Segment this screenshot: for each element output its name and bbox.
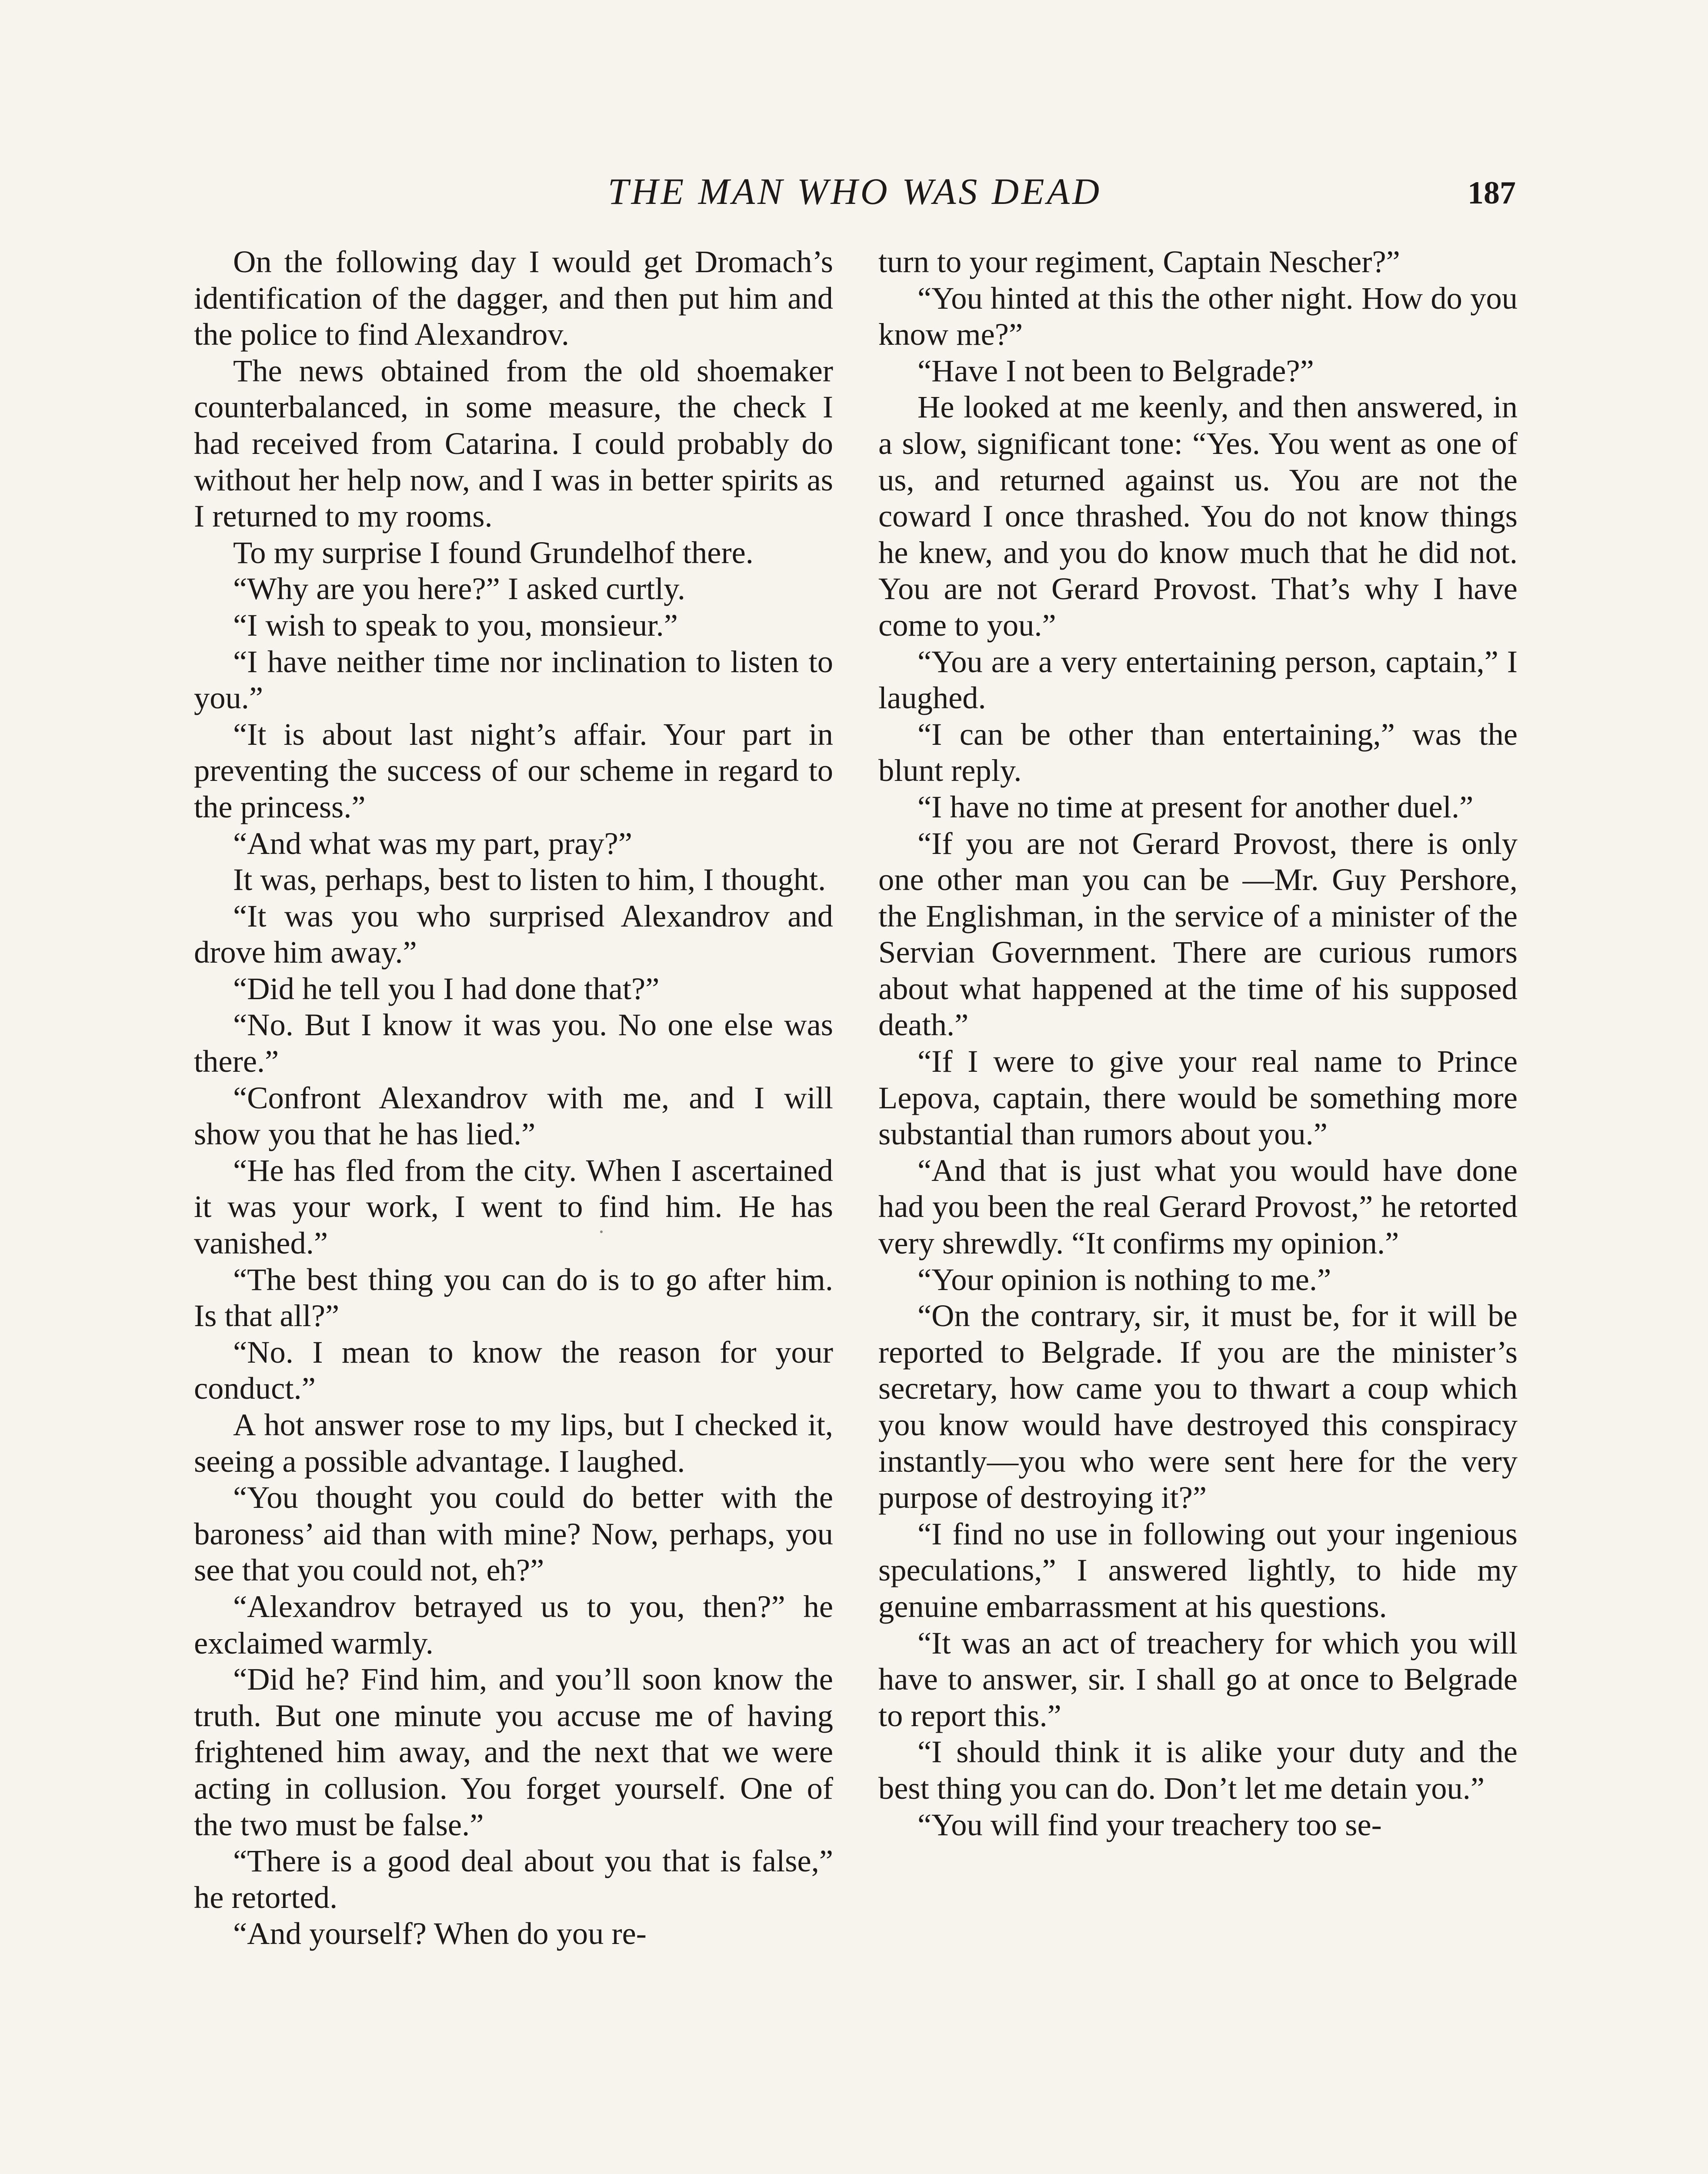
paragraph: “I have no time at present for another duel.” <box>917 789 1474 824</box>
paragraph: “Have I not been to Belgrade?” <box>917 353 1314 388</box>
paragraph: “Did he? Find him, and you’ll soon know the truth. But one minute you accuse me of having frightened him away, and the next that we were acting in collusion. You forget yourself. One of the two must be false.” <box>194 1661 833 1842</box>
paragraph: “No. I mean to know the reason for your conduct.” <box>194 1334 833 1406</box>
paragraph: “I should think it is alike your duty and the best thing you can do. Don’t let me detain you.” <box>878 1734 1518 1806</box>
paragraph: “You thought you could do better with the baroness’ aid than with mine? Now, perhaps, you see that you could not, eh?” <box>194 1480 833 1588</box>
paragraph: “Why are you here?” I asked curtly. <box>233 571 685 607</box>
paragraph: “If you are not Gerard Provost, there is only one other man you can be —Mr. Guy Pershore, the Englishman, in the service of a minister of the Servian Government. There are curious rumors about what happened at the time of his supposed death.” <box>878 825 1518 1043</box>
paragraph: turn to your regiment, Captain Nescher?” <box>878 244 1400 279</box>
paragraph: He looked at me keenly, and then answered, in a slow, significant tone: “Yes. You went as one of us, and returned against us. You are not the coward I once thrashed. You do not know things he knew, and you do know much that he did not. You are not Gerard Provost. That’s why I have come to you.” <box>878 389 1518 643</box>
paragraph: “I have neither time nor inclination to listen to you.” <box>194 644 833 716</box>
print-speck <box>600 1230 603 1233</box>
paragraph: It was, perhaps, best to listen to him, I thought. <box>233 862 826 897</box>
paragraph: “I find no use in following out your ingenious speculations,” I answered lightly, to hide my genuine embarrassment at his questions. <box>878 1516 1518 1624</box>
running-title: THE MAN WHO WAS DEAD <box>607 170 1102 212</box>
paragraph: “There is a good deal about you that is false,” he retorted. <box>194 1843 833 1915</box>
paragraph: “He has fled from the city. When I ascertained it was your work, I went to find him. He has vanished.” <box>194 1152 833 1261</box>
paragraph: “Confront Alexandrov with me, and I will show you that he has lied.” <box>194 1080 833 1152</box>
paragraph: “And that is just what you would have done had you been the real Gerard Provost,” he retorted very shrewdly. “It confirms my opinion.” <box>878 1152 1518 1261</box>
paragraph: “You are a very entertaining person, captain,” I laughed. <box>878 644 1518 716</box>
left-text-column <box>194 243 833 1952</box>
paragraph: “Your opinion is nothing to me.” <box>917 1261 1331 1297</box>
paragraph: “It is about last night’s affair. Your part in preventing the success of our scheme in regard to the princess.” <box>194 716 833 824</box>
paragraph: “Did he tell you I had done that?” <box>233 970 660 1006</box>
paragraph: “You will find your treachery too se- <box>917 1807 1382 1842</box>
paragraph: The news obtained from the old shoemaker counterbalanced, in some measure, the check I had received from Catarina. I could probably do without her help now, and I was in better spirits as I returned to my rooms. <box>194 353 833 534</box>
paragraph: “And yourself? When do you re- <box>233 1916 647 1951</box>
paragraph: “If I were to give your real name to Prince Lepova, captain, there would be something more substantial than rumors about you.” <box>878 1044 1518 1152</box>
paragraph: To my surprise I found Grundelhof there. <box>233 534 754 570</box>
paragraph: “I wish to speak to you, monsieur.” <box>233 607 678 643</box>
paragraph: On the following day I would get Dromach’s identification of the dagger, and then put him and the police to find Alexandrov. <box>194 244 833 352</box>
page-number: 187 <box>1468 175 1516 211</box>
paragraph: “No. But I know it was you. No one else was there.” <box>194 1007 833 1079</box>
paragraph: “Alexandrov betrayed us to you, then?” he exclaimed warmly. <box>194 1588 833 1661</box>
paragraph: “It was an act of treachery for which you will have to answer, sir. I shall go at once to Belgrade to report this.” <box>878 1625 1518 1733</box>
running-head <box>194 165 1516 217</box>
paragraph: “On the contrary, sir, it must be, for it will be reported to Belgrade. If you are the minister’s secretary, how came you to thwart a coup which you know would have destroyed this conspiracy instantly—you who were sent here for the very purpose of destroying it?” <box>878 1298 1518 1515</box>
paragraph: “I can be other than entertaining,” was the blunt reply. <box>878 716 1518 788</box>
paragraph: “It was you who surprised Alexandrov and drove him away.” <box>194 898 833 970</box>
paragraph: “The best thing you can do is to go after him. Is that all?” <box>194 1261 833 1334</box>
paragraph: “You hinted at this the other night. How do you know me?” <box>878 280 1518 352</box>
paragraph: A hot answer rose to my lips, but I checked it, seeing a possible advantage. I laughed. <box>194 1407 833 1479</box>
right-text-column <box>878 243 1518 1843</box>
paragraph: “And what was my part, pray?” <box>233 825 633 861</box>
